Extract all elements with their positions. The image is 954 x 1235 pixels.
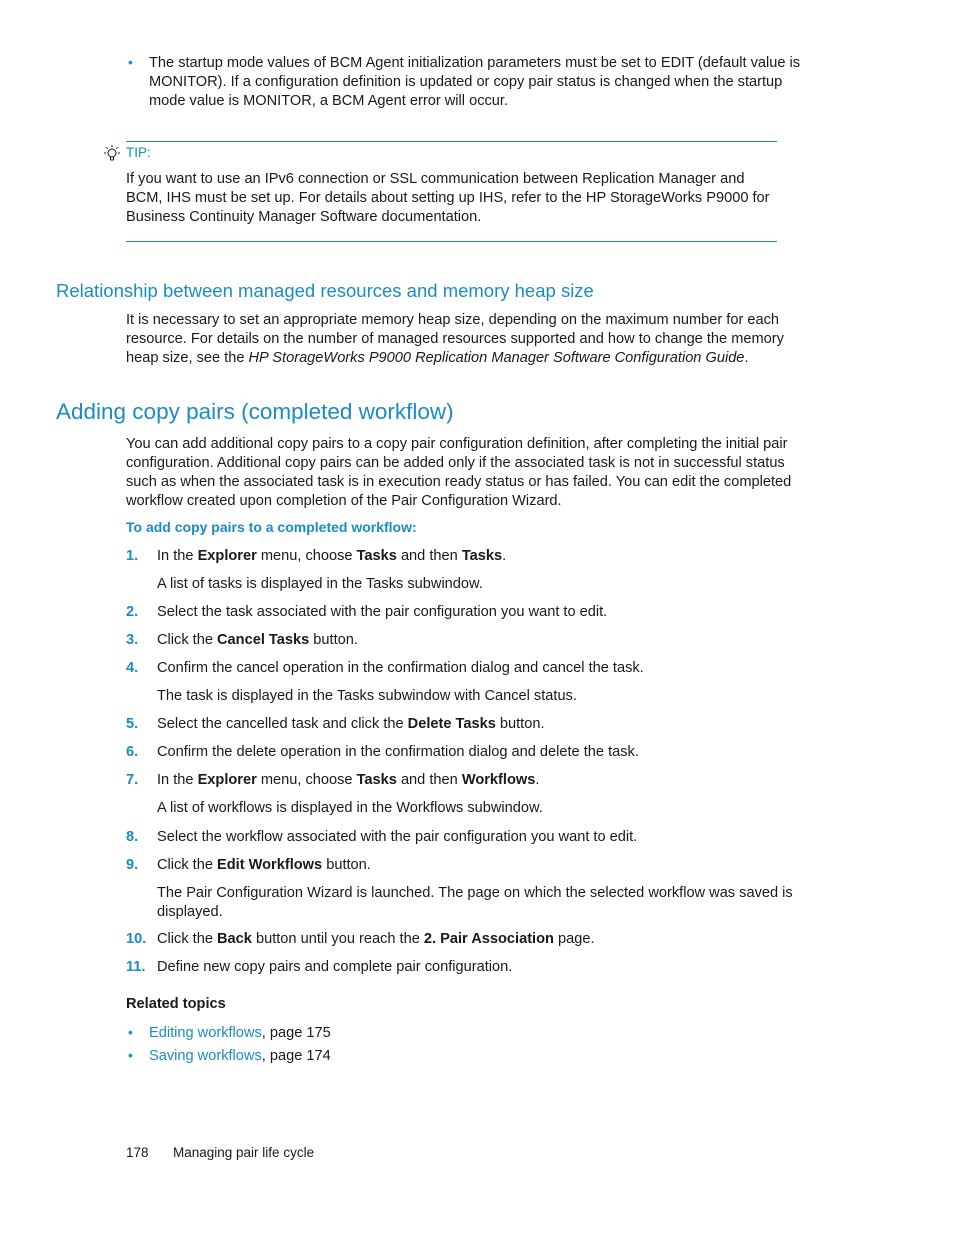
step-fragment: button. xyxy=(322,857,371,873)
ui-term: Tasks xyxy=(356,548,397,564)
ui-term: Tasks xyxy=(461,548,503,564)
guide-reference: HP StorageWorks P9000 Replication Manager Software Configuration Guide xyxy=(248,350,745,366)
step-fragment: . xyxy=(502,548,507,564)
step-text xyxy=(157,930,807,949)
step-fragment: In the xyxy=(157,772,198,788)
step-fragment: Select the task associated with the pair configuration you want to edit. xyxy=(157,604,608,620)
step-fragment: menu, choose xyxy=(256,772,357,788)
paragraph-text: It is necessary to set an appropriate memory heap size, depending on the maximum number for each resource. For details on the number of managed resources supported and how to change the memory heap size, see the xyxy=(126,312,784,366)
step-text xyxy=(157,547,807,566)
ui-term: Delete Tasks xyxy=(407,716,496,732)
startup-mode-note: The startup mode values of BCM Agent initialization parameters must be set to EDIT (default value is MONITOR). If a configuration definition is updated or copy pair status is changed when the startup mode value is MONITOR, a BCM Agent error will occur. xyxy=(149,55,801,109)
ui-term: Tasks xyxy=(356,772,397,788)
step-result: The Pair Configuration Wizard is launched. The page on which the selected workflow was saved is displayed. xyxy=(157,885,793,920)
step-text xyxy=(157,828,807,847)
step-text xyxy=(157,958,807,977)
ui-term: Edit Workflows xyxy=(217,857,323,873)
procedure-title: To add copy pairs to a completed workflow: xyxy=(126,519,417,535)
page-reference: , page 175 xyxy=(261,1025,331,1041)
step-fragment: Confirm the delete operation in the confirmation dialog and delete the task. xyxy=(157,744,639,760)
ui-term: Workflows xyxy=(461,772,536,788)
step-fragment: Click the xyxy=(157,931,218,947)
tip-bottom-rule xyxy=(126,241,777,242)
step-text xyxy=(157,631,807,650)
step-text xyxy=(157,659,807,678)
step-number: 10. xyxy=(126,931,147,947)
chapter-title: Managing pair life cycle xyxy=(173,1145,315,1160)
step-fragment: menu, choose xyxy=(256,548,357,564)
ui-term: Explorer xyxy=(197,548,257,564)
page-reference: , page 174 xyxy=(261,1048,331,1064)
step-result: A list of workflows is displayed in the Workflows subwindow. xyxy=(157,800,543,816)
bullet-marker: • xyxy=(128,1047,133,1063)
step-fragment: button. xyxy=(309,632,358,648)
tip-text: If you want to use an IPv6 connection or SSL communication between Replication Manager and BCM, IHS must be set up. For details about setting up IHS, refer to the HP StorageWorks P9000 for Business Continuity Manager Software documentation. xyxy=(126,171,770,225)
page-title: Adding copy pairs (completed workflow) xyxy=(56,399,454,424)
step-number: 7. xyxy=(126,772,139,788)
step-number: 9. xyxy=(126,857,139,873)
step-fragment: Click the xyxy=(157,632,218,648)
link-saving-workflows[interactable]: Saving workflows xyxy=(149,1048,262,1064)
related-item xyxy=(149,1047,331,1066)
step-result: The task is displayed in the Tasks subwindow with Cancel status. xyxy=(157,688,577,704)
step-text xyxy=(157,603,807,622)
step-fragment: button. xyxy=(495,716,545,732)
step-fragment: button until you reach the xyxy=(251,931,424,947)
tip-top-rule xyxy=(126,141,777,142)
memory-heap-paragraph xyxy=(126,311,806,368)
step-text xyxy=(157,715,807,734)
ui-term: 2. Pair Association xyxy=(423,931,554,947)
related-item xyxy=(149,1024,331,1043)
page-number: 178 xyxy=(126,1145,149,1160)
step-fragment: page. xyxy=(553,931,595,947)
lightbulb-icon xyxy=(102,144,122,164)
step-number: 2. xyxy=(126,604,139,620)
ui-term: Cancel Tasks xyxy=(217,632,310,648)
step-text xyxy=(157,771,807,790)
step-fragment: In the xyxy=(157,548,198,564)
step-fragment: Click the xyxy=(157,857,218,873)
step-number: 1. xyxy=(126,548,139,564)
step-fragment: and then xyxy=(396,548,462,564)
step-number: 4. xyxy=(126,660,139,676)
step-number: 8. xyxy=(126,829,139,845)
related-topics-title: Related topics xyxy=(126,996,226,1012)
step-text xyxy=(157,743,807,762)
step-fragment: Select the workflow associated with the pair configuration you want to edit. xyxy=(157,829,638,845)
step-number: 11. xyxy=(126,959,146,975)
ui-term: Explorer xyxy=(197,772,257,788)
step-result: A list of tasks is displayed in the Tasks subwindow. xyxy=(157,576,483,592)
step-fragment: and then xyxy=(396,772,462,788)
bullet-marker: • xyxy=(128,1024,133,1040)
step-text xyxy=(157,856,807,875)
tip-label: TIP: xyxy=(126,145,151,160)
step-fragment: Define new copy pairs and complete pair configuration. xyxy=(157,959,513,975)
step-number: 5. xyxy=(126,716,139,732)
step-fragment: . xyxy=(535,772,540,788)
paragraph-end: . xyxy=(744,350,749,366)
step-fragment: Select the cancelled task and click the xyxy=(157,716,408,732)
step-number: 3. xyxy=(126,632,139,648)
step-number: 6. xyxy=(126,744,139,760)
step-fragment: Confirm the cancel operation in the confirmation dialog and cancel the task. xyxy=(157,660,644,676)
section-heading-memory-heap: Relationship between managed resources and memory heap size xyxy=(56,280,594,301)
link-editing-workflows[interactable]: Editing workflows xyxy=(149,1025,262,1041)
intro-paragraph: You can add additional copy pairs to a copy pair configuration definition, after completing the initial pair configuration. Additional copy pairs can be added only if the associated task is not in successful status such as when the associated task is in execution ready status or has failed. You can edit the completed workflow created upon completion of the Pair Configuration Wizard. xyxy=(126,436,792,509)
ui-term: Back xyxy=(217,931,252,947)
bullet-marker: • xyxy=(128,54,133,70)
